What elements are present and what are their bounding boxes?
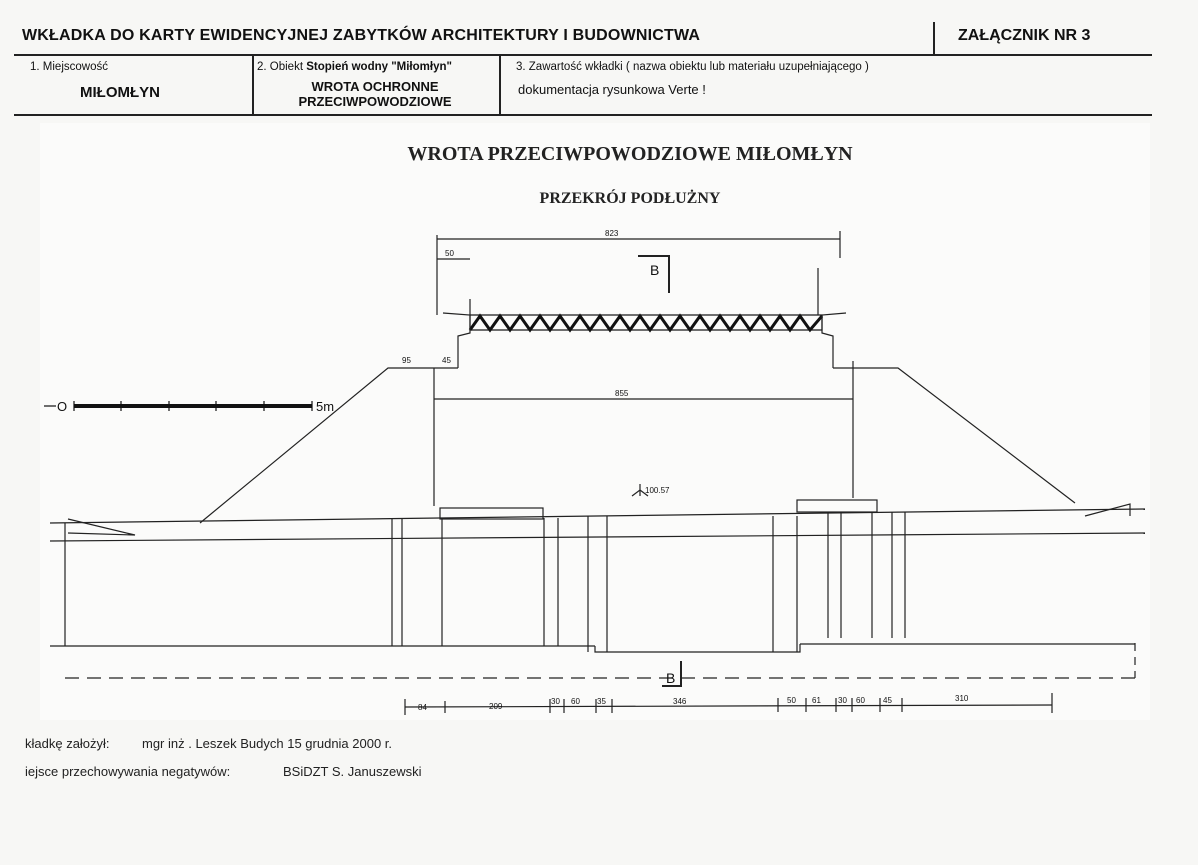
- dim-855-label: 855: [615, 389, 629, 398]
- technical-drawing: [40, 123, 1150, 720]
- bd-label-60b: 60: [856, 696, 865, 705]
- bd-label-45: 45: [883, 696, 892, 705]
- bd-label-61: 61: [812, 696, 821, 705]
- bd-label-310: 310: [955, 694, 969, 703]
- object-label-prefix: 2. Obiekt: [257, 61, 304, 73]
- dim-45-label: 45: [442, 356, 451, 365]
- right-sill: [797, 500, 877, 512]
- truss-zigzag: [470, 316, 822, 330]
- locality-value: MIŁOMŁYN: [80, 84, 160, 101]
- scale-end-label: 5m: [316, 399, 335, 414]
- object-value-line1: WROTA OCHRONNE: [311, 79, 439, 94]
- field-divider-1: [252, 55, 254, 115]
- dim-50-label: 50: [445, 249, 454, 258]
- drawing-title: WROTA PRZECIWPOWODZIOWE MIŁOMŁYN: [407, 143, 853, 165]
- bd-label-346: 346: [673, 697, 687, 706]
- dim-95-label: 95: [402, 356, 411, 365]
- contents-label: 3. Zawartość wkładki ( nazwa obiektu lub materiału uzupełniającego ): [516, 61, 869, 73]
- annex-label: ZAŁĄCZNIK NR 3: [958, 27, 1091, 44]
- header-divider: [933, 22, 935, 54]
- embankment-right: [833, 368, 1075, 503]
- object-label-name: Stopień wodny "Miłomłyn": [306, 61, 452, 73]
- level-label: 100.57: [645, 486, 670, 495]
- right-deck-support: [822, 313, 846, 368]
- header-rule: [14, 54, 1152, 56]
- bd-label-50b: 50: [787, 696, 796, 705]
- bd-label-60a: 60: [571, 697, 580, 706]
- dim-823-label: 823: [605, 229, 619, 238]
- bd-label-84: 84: [418, 703, 427, 712]
- drawing-subtitle: PRZEKRÓJ PODŁUŻNY: [539, 190, 721, 207]
- embankment-left: [200, 368, 458, 523]
- bd-label-209: 209: [489, 702, 503, 711]
- bd-label-30b: 30: [838, 696, 847, 705]
- bd-label-30a: 30: [551, 697, 560, 706]
- object-value-line2: PRZECIWPOWODZIOWE: [298, 94, 452, 109]
- locality-label: 1. Miejscowość: [30, 61, 108, 73]
- object-label: [257, 61, 452, 73]
- contents-value: dokumentacja rysunkowa Verte !: [518, 82, 706, 97]
- author-label: kładkę założył:: [25, 736, 110, 751]
- author-value: mgr inż . Leszek Budych 15 grudnia 2000 r.: [142, 736, 393, 751]
- section-b-top-label: B: [650, 262, 660, 278]
- section-drawing-svg: [40, 123, 1150, 720]
- object-value: [272, 79, 478, 109]
- storage-label: iejsce przechowywania negatywów:: [25, 764, 231, 779]
- left-level-triangle: [68, 519, 135, 535]
- foundation-center: [595, 644, 800, 652]
- bd-label-35: 35: [597, 697, 606, 706]
- scale-start-label: O: [57, 399, 68, 414]
- bed-level-line: [50, 533, 1145, 541]
- section-b-bottom-label: B: [666, 670, 676, 686]
- field-divider-2: [499, 55, 501, 115]
- fields-bottom-rule: [14, 114, 1152, 116]
- scale-bar: [44, 401, 312, 411]
- form-title: WKŁADKA DO KARTY EWIDENCYJNEJ ZABYTKÓW ARCHITEKTURY I BUDOWNICTWA: [22, 27, 701, 44]
- storage-value: BSiDZT S. Januszewski: [283, 764, 422, 779]
